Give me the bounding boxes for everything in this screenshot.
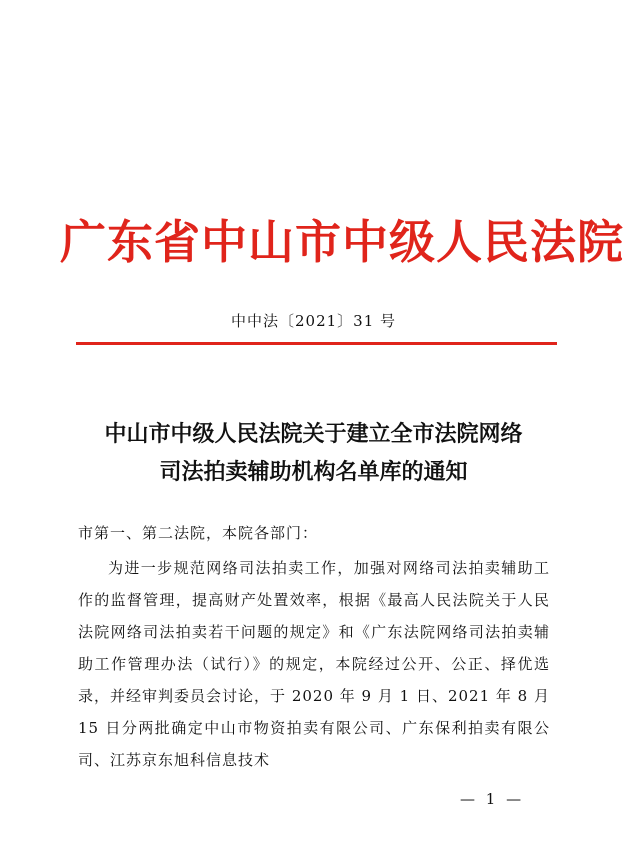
- body-paragraph: 为进一步规范网络司法拍卖工作，加强对网络司法拍卖辅助工作的监督管理，提高财产处置效率，根据《最高人民法院关于人民法院网络司法拍卖若干问题的规定》和《广东法院网络司法拍卖辅助工作管理办法（试行）》的规定，本院经过公开、公正、择优选录，并经审判委员会讨论，于 2020 年 9 月 1 日、2021 年 8 月 15 日分两批确定中山市物资拍卖有限公司、广东保利拍卖有限公司、江苏京东旭科信息技术: [78, 559, 550, 769]
- red-separator-line: [76, 342, 557, 345]
- page-number: — 1 —: [460, 790, 525, 808]
- notice-title-line-1: 中山市中级人民法院关于建立全市法院网络: [104, 421, 523, 447]
- notice-title: [60, 415, 567, 491]
- notice-title-line-2: 司法拍卖辅助机构名单库的通知: [159, 459, 468, 485]
- document-number: 中中法〔2021〕31 号: [230, 312, 397, 330]
- issuing-organization-title: 广东省中山市中级人民法院: [60, 215, 624, 269]
- salutation: 市第一、第二法院，本院各部门：: [78, 524, 319, 542]
